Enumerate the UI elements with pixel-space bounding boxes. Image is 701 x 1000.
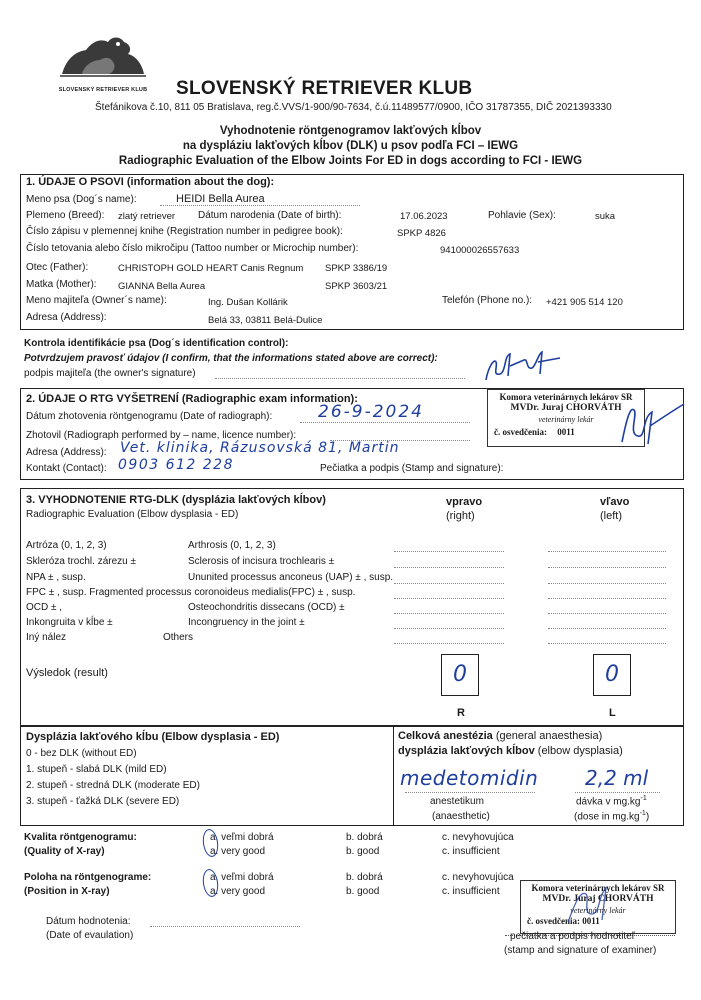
breed-value: zlatý retriever	[118, 211, 176, 222]
dose-label-en-text: (dose in mg.kg	[574, 811, 640, 823]
radiograph-date-label: Dátum zhotovenia röntgenogramu (Date of radiograph):	[26, 411, 273, 422]
result-label: Výsledok (result)	[26, 667, 108, 679]
dose-label	[576, 795, 647, 807]
result-r-letter: R	[457, 707, 465, 719]
owner-label: Meno majiteľa (Owner´s name):	[26, 295, 167, 306]
right-label-en: (right)	[446, 510, 475, 522]
form-title-1: Vyhodnotenie röntgenogramov lakťových kĺbov	[219, 125, 482, 137]
anaesthetic-label: (anaesthetic)	[432, 811, 490, 822]
footer-stamp-vet-title: veterinárny lekár	[570, 906, 626, 915]
rtg-address-value: Vet. klinika, Rázusovská 81, Martin	[120, 440, 400, 456]
quality-option-c: c. nevyhovujúca	[442, 832, 514, 843]
section3-heading: 3. VYHODNOTENIE RTG-DLK (dysplázia lakťových kĺbov)	[26, 494, 326, 506]
legend-item-3: 3. stupeň - ťažká DLK (severe ED)	[26, 796, 180, 807]
position-label: Poloha na röntgenograme:	[24, 872, 152, 883]
result-left-value: 0	[605, 662, 619, 687]
eval-row-3-sk: FPC ± , susp. Fragmented processus coronoideus medialis(FPC) ± , susp.	[26, 587, 356, 598]
dog-name-line	[160, 205, 360, 206]
stamp-vet-title: veterinárny lekár	[538, 415, 594, 424]
address-label: Adresa (Address):	[26, 312, 107, 323]
stamp-vet-name: MVDr. Juraj CHORVÁTH	[510, 403, 622, 413]
contact-value: 0903 612 228	[118, 457, 234, 473]
dose-label-en-sup: -1	[639, 810, 646, 817]
dose-label-en	[574, 810, 649, 822]
drug-line	[405, 792, 535, 793]
vet-signature-bottom	[560, 870, 630, 930]
father-value: CHRISTOPH GOLD HEART Canis Regnum	[118, 263, 304, 274]
eval-row-2-en: Ununited processus anconeus (UAP) ± , susp.	[188, 572, 394, 583]
contact-label: Kontakt (Contact):	[26, 463, 107, 474]
anaesthetic-drug-value: medetomidin	[400, 766, 539, 790]
eval-row-4-en: Osteochondritis dissecans (OCD) ±	[188, 602, 345, 613]
owner-sign-line	[215, 378, 465, 379]
dose-label-sup: -1	[640, 795, 647, 802]
position-label-en: (Position in X-ray)	[24, 886, 110, 897]
quality-option-c-en: c. insufficient	[442, 846, 500, 857]
left-line-0	[548, 551, 666, 552]
dose-label-text: dávka v mg.kg	[576, 796, 641, 808]
eval-date-line	[150, 926, 300, 927]
made-by-label: Zhotovil (Radiograph performed by – name, licence number):	[26, 430, 297, 441]
quality-option-b-en: b. good	[346, 846, 380, 857]
club-name: SLOVENSKÝ RETRIEVER KLUB	[176, 78, 473, 99]
dose-label-en-close: )	[645, 811, 650, 823]
quality-label-en: (Quality of X-ray)	[24, 846, 105, 857]
owner-value: Ing. Dušan Kollárik	[208, 297, 288, 308]
dog-name-value: HEIDI Bella Aurea	[176, 193, 265, 205]
quality-option-a-en: a. very good	[210, 846, 266, 857]
radiograph-date-value: 26-9-2024	[318, 402, 424, 422]
legend-item-0: 0 - bez DLK (without ED)	[26, 748, 137, 759]
phone-value: +421 905 514 120	[546, 297, 623, 308]
anaesthesia-line2-rest: (elbow dysplasia)	[537, 745, 623, 757]
result-right-value: 0	[453, 662, 467, 687]
right-line-4	[394, 613, 504, 614]
quality-label: Kvalita röntgenogramu:	[24, 832, 137, 843]
section2-heading: 2. ÚDAJE O RTG VYŠETRENÍ (Radiographic exam information):	[26, 393, 358, 405]
result-right-box	[441, 654, 479, 696]
left-label: vľavo	[600, 496, 630, 508]
eval-date-label-en: (Date of evaulation)	[46, 930, 134, 941]
dob-label: Dátum narodenia (Date of birth):	[198, 210, 342, 221]
breed-label: Plemeno (Breed):	[26, 210, 105, 221]
anaesthetic-dose-value: 2,2 ml	[585, 766, 649, 790]
right-line-3	[394, 598, 504, 599]
form-title-3: Radiographic Evaluation of the Elbow Joints For ED in dogs according to FCI - IEWG	[118, 155, 583, 167]
club-logo	[52, 30, 154, 92]
anaesthesia-line2-bold: dysplázia lakťových kĺbov	[398, 745, 535, 757]
eval-row-5-en: Incongruency in the joint ±	[188, 617, 305, 628]
control-heading: Kontrola identifikácie psa (Dog´s identification control):	[24, 338, 289, 349]
section1-heading: 1. ÚDAJE O PSOVI (information about the dog):	[26, 176, 275, 188]
left-line-6	[548, 643, 666, 644]
rtg-address-label: Adresa (Address):	[26, 447, 107, 458]
result-left-box	[593, 654, 631, 696]
eval-row-4-sk: OCD ± ,	[26, 602, 63, 613]
quality-option-b: b. dobrá	[346, 832, 383, 843]
result-l-letter: L	[609, 707, 616, 719]
left-line-5	[548, 628, 666, 629]
examiner-stamp-label: pečiatka a podpis hodnotiteľ	[510, 931, 635, 942]
right-line-0	[394, 551, 504, 552]
logo-text: SLOVENSKÝ RETRIEVER KLUB	[58, 87, 148, 93]
sex-label: Pohlavie (Sex):	[488, 210, 556, 221]
position-option-c: c. nevyhovujúca	[442, 872, 514, 883]
reg-label: Číslo zápisu v plemennej knihe (Registration number in pedigree book):	[26, 226, 343, 237]
right-line-5	[394, 628, 504, 629]
anaesthesia-heading-bold: Celková anestézia	[398, 730, 493, 742]
club-address: Štefánikova č.10, 811 05 Bratislava, reg.č.VVS/1-900/90-7634, č.ú.11489577/0900, IČO 31787355, DIČ 2021393330	[95, 102, 612, 113]
left-label-en: (left)	[600, 510, 622, 522]
stamp-cert-label: č. osvedčenia:	[494, 427, 547, 437]
stamp-chamber: Komora veterinárnych lekárov SR	[499, 392, 633, 402]
left-line-2	[548, 583, 666, 584]
reg-value: SPKP 4826	[397, 228, 446, 239]
owner-signature	[480, 340, 570, 385]
position-option-b-en: b. good	[346, 886, 380, 897]
anestetikum-label: anestetikum	[430, 796, 484, 807]
mother-reg: SPKP 3603/21	[325, 281, 388, 292]
retriever-dogs-icon	[52, 30, 154, 82]
address-value: Belá 33, 03811 Belá-Dulice	[208, 315, 323, 326]
examiner-stamp-label-en: (stamp and signature of examiner)	[504, 945, 657, 956]
position-option-c-en: c. insufficient	[442, 886, 500, 897]
chip-label: Číslo tetovania alebo číslo mikročipu (Tattoo number or Microchip number):	[26, 243, 359, 254]
anaesthesia-heading-rest: (general anaesthesia)	[495, 730, 603, 742]
eval-row-0-en: Arthrosis (0, 1, 2, 3)	[188, 540, 276, 551]
stamp-sign-label: Pečiatka a podpis (Stamp and signature):	[320, 463, 504, 474]
dob-value: 17.06.2023	[400, 211, 448, 222]
footer-stamp-chamber: Komora veterinárnych lekárov SR	[531, 883, 665, 893]
phone-label: Telefón (Phone no.):	[442, 295, 533, 306]
eval-row-6-en: Others	[163, 632, 194, 643]
mother-label: Matka (Mother):	[26, 279, 97, 290]
father-reg: SPKP 3386/19	[325, 263, 388, 274]
father-label: Otec (Father):	[26, 262, 89, 273]
quality-option-a: a. veľmi dobrá	[210, 832, 274, 843]
left-line-4	[548, 613, 666, 614]
form-title-2: na dyspláziu lakťových kĺbov (DLK) u psov podľa FCI – IEWG	[182, 140, 519, 152]
mother-value: GIANNA Bella Aurea	[118, 281, 206, 292]
anaesthesia-heading	[398, 730, 602, 742]
footer-stamp-vet-name: MVDr. Juraj CHORVÁTH	[542, 894, 654, 904]
section-evaluation	[20, 488, 684, 726]
control-confirm: Potvrdzujem pravosť údajov (I confirm, that the informations stated above are correct):	[24, 353, 438, 364]
left-line-3	[548, 598, 666, 599]
position-option-b: b. dobrá	[346, 872, 383, 883]
position-option-a-en: a. very good	[210, 886, 266, 897]
left-line-1	[548, 567, 666, 568]
chip-value: 941000026557633	[440, 245, 520, 256]
section3-subheading: Radiographic Evaluation (Elbow dysplasia - ED)	[26, 509, 239, 520]
right-line-1	[394, 567, 504, 568]
sex-value: suka	[595, 211, 616, 222]
dose-line	[575, 792, 660, 793]
eval-date-label: Dátum hodnotenia:	[46, 916, 131, 927]
legend-item-1: 1. stupeň - slabá DLK (mild ED)	[26, 764, 167, 775]
legend-item-2: 2. stupeň - stredná DLK (moderate ED)	[26, 780, 200, 791]
eval-row-2-sk: NPA ± , susp.	[26, 572, 86, 583]
right-label: vpravo	[446, 496, 483, 508]
owner-sign-label: podpis majiteľa (the owner's signature)	[24, 368, 196, 379]
stamp-cert-value: 0011	[557, 427, 575, 437]
footer-stamp-cert: č. osvedčenia: 0011	[527, 916, 600, 926]
dog-name-label: Meno psa (Dog´s name):	[26, 194, 137, 205]
legend-heading: Dysplázia lakťového kĺbu (Elbow dysplasia - ED)	[26, 731, 280, 743]
eval-row-0-sk: Artróza (0, 1, 2, 3)	[26, 540, 107, 551]
eval-row-1-sk: Skleróza trochl. zárezu ±	[26, 556, 136, 567]
anaesthesia-line2	[398, 745, 623, 757]
position-option-a: a. veľmi dobrá	[210, 872, 274, 883]
eval-row-5-sk: Inkongruita v kĺbe ±	[26, 617, 113, 628]
eval-row-1-en: Sclerosis of incisura trochlearis ±	[188, 556, 335, 567]
radiograph-date-line	[300, 422, 470, 423]
right-line-6	[394, 643, 504, 644]
eval-row-6-sk: Iný nález	[26, 632, 67, 643]
right-line-2	[394, 583, 504, 584]
legend-divider	[393, 726, 394, 826]
vet-signature-top	[612, 392, 692, 452]
